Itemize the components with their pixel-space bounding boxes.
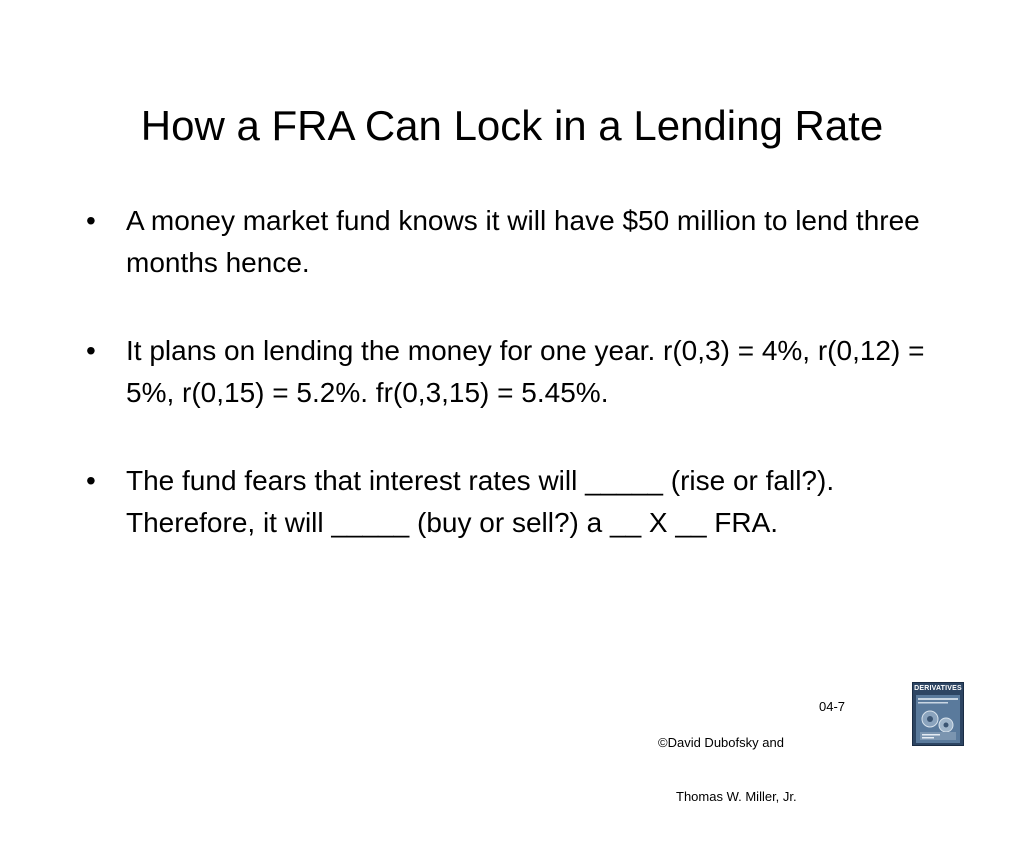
bullet-item bbox=[84, 460, 944, 544]
bullet-list bbox=[84, 200, 944, 590]
bullet-text: The fund fears that interest rates will _____ (rise or fall?). Therefore, it will _____ (buy or sell?) a __ X __ FRA. bbox=[126, 465, 835, 538]
bullet-text: A money market fund knows it will have $50 million to lend three months hence. bbox=[126, 205, 920, 278]
footer-credit bbox=[658, 698, 858, 842]
credit-line-1: ©David Dubofsky and bbox=[658, 735, 784, 750]
bullet-marker: • bbox=[86, 465, 96, 496]
book-cover-art-icon bbox=[916, 695, 960, 743]
bullet-marker: • bbox=[86, 335, 96, 366]
bullet-marker: • bbox=[86, 205, 96, 236]
bullet-item bbox=[84, 330, 944, 414]
book-cover-icon bbox=[912, 682, 964, 746]
page-number: 04-7 bbox=[819, 699, 846, 714]
bullet-item bbox=[84, 200, 944, 284]
book-cover-title: DERIVATIVES bbox=[914, 685, 962, 692]
slide-title: How a FRA Can Lock in a Lending Rate bbox=[140, 102, 884, 149]
credit-line-2: Thomas W. Miller, Jr. bbox=[676, 789, 797, 804]
bullet-text: It plans on lending the money for one year. r(0,3) = 4%, r(0,12) = 5%, r(0,15) = 5.2%. fr(0,3,15) = 5.45%. bbox=[126, 335, 925, 408]
